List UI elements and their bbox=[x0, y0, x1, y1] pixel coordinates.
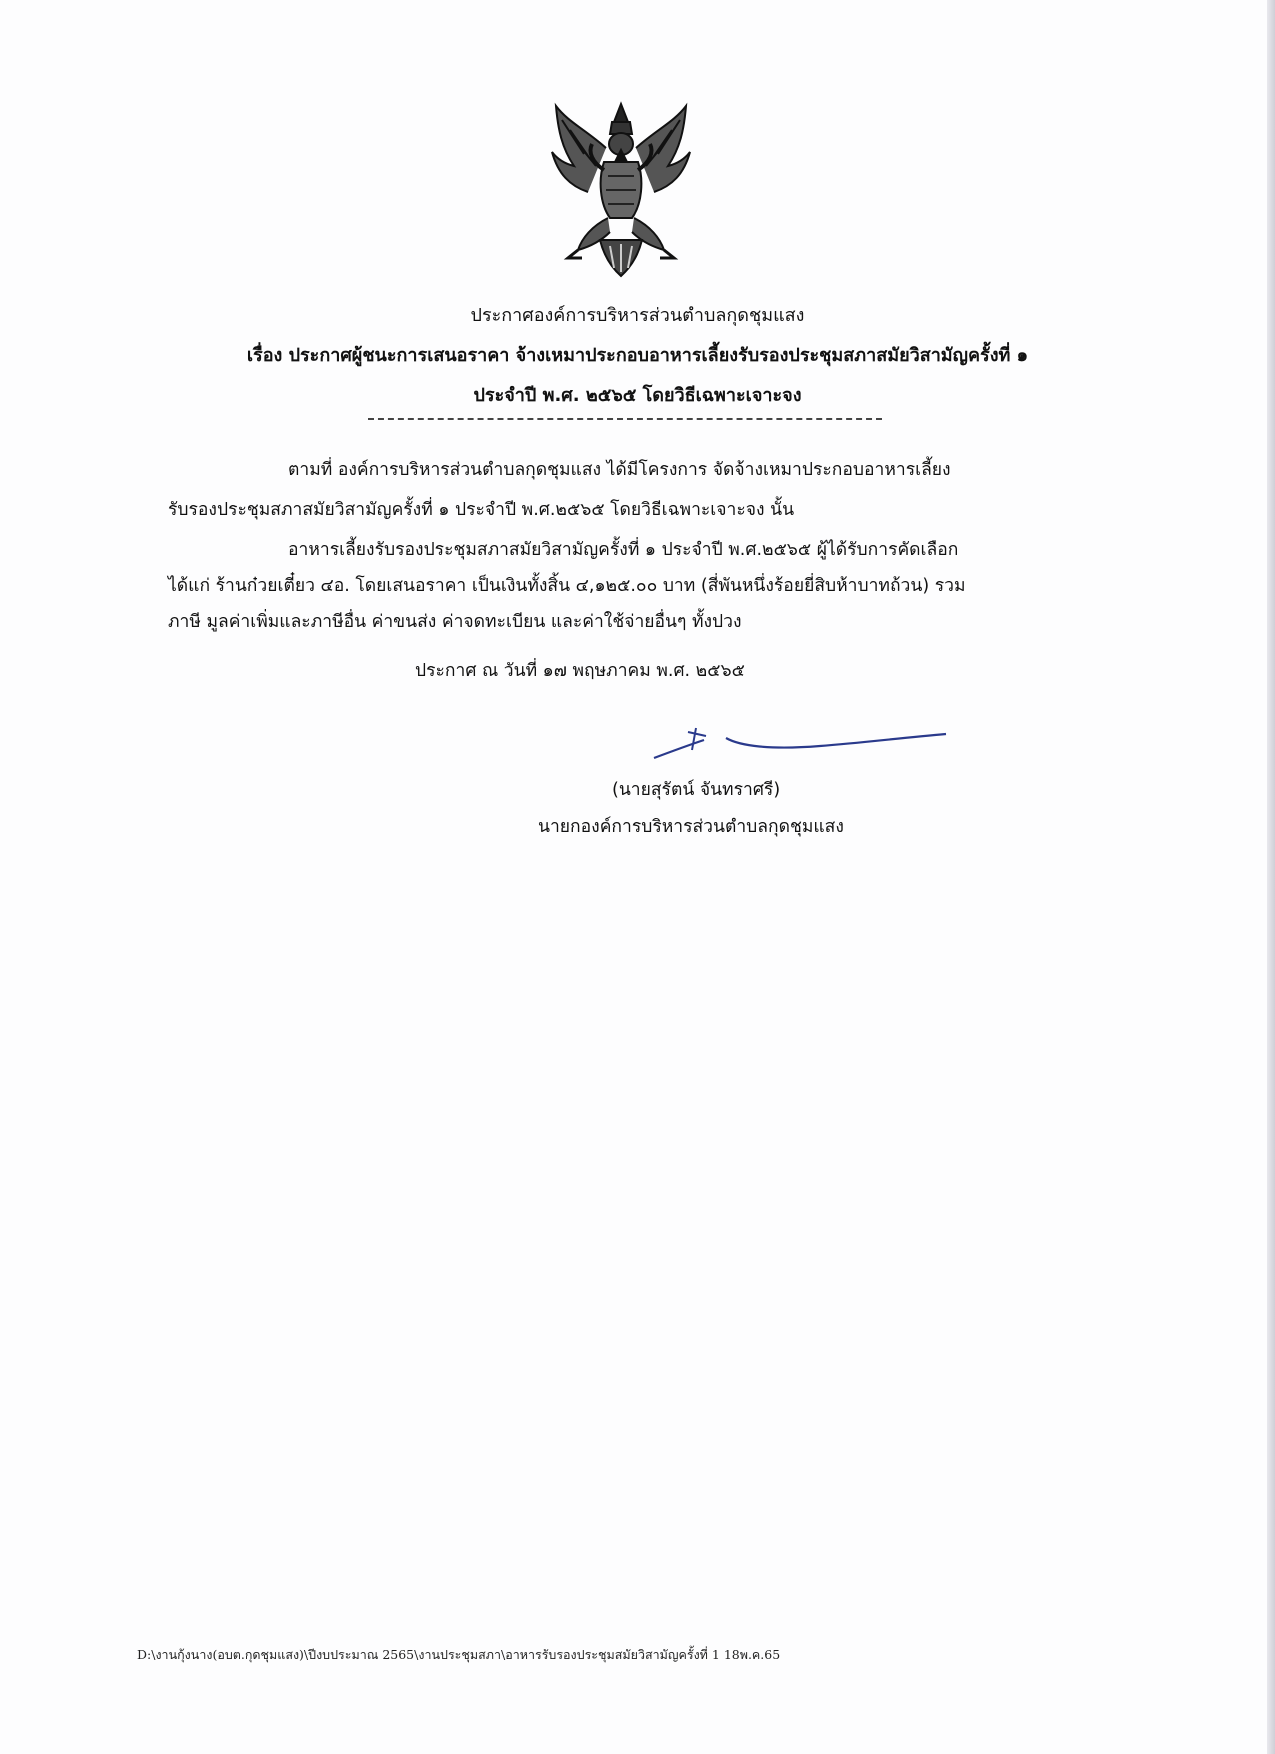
announcement-date: ประกาศ ณ วันที่ ๑๗ พฤษภาคม พ.ศ. ๒๕๖๕ bbox=[415, 661, 745, 681]
announcement-subject-year: ประจำปี พ.ศ. ๒๕๖๕ โดยวิธีเฉพาะเจาะจง bbox=[473, 385, 802, 406]
file-path-footer: D:\งานกุ้งนาง(อบต.กุดชุมแสง)\ปีงบประมาณ 2565\งานประชุมสภา\อาหารรับรองประชุมสมัยวิสามัญครั้งที่ 1 18พ.ค.65 bbox=[137, 1647, 781, 1662]
paragraph-1-line-2: รับรองประชุมสภาสมัยวิสามัญครั้งที่ ๑ ประจำปี พ.ศ.๒๕๖๕ โดยวิธีเฉพาะเจาะจง นั้น bbox=[168, 500, 795, 520]
paragraph-2-line-2: ได้แก่ ร้านก๋วยเตี๋ยว ๔อ. โดยเสนอราคา เป็นเงินทั้งสิ้น ๔,๑๒๕.๐๐ บาท (สี่พันหนึ่งร้อยยี่สิบห้าบาทถ้วน) รวม bbox=[168, 576, 966, 596]
announcement-header: ประกาศองค์การบริหารส่วนตำบลกุดชุมแสง bbox=[470, 305, 805, 326]
dashed-separator bbox=[368, 418, 882, 420]
handwritten-signature bbox=[650, 724, 950, 762]
signatory-name: (นายสุรัตน์ จันทราศรี) bbox=[612, 780, 781, 800]
paragraph-2-line-3: ภาษี มูลค่าเพิ่มและภาษีอื่น ค่าขนส่ง ค่าจดทะเบียน และค่าใช้จ่ายอื่นๆ ทั้งปวง bbox=[168, 612, 742, 632]
page-edge-shadow bbox=[1267, 0, 1275, 1754]
signatory-position: นายกองค์การบริหารส่วนตำบลกุดชุมแสง bbox=[538, 817, 844, 837]
announcement-subject: เรื่อง ประกาศผู้ชนะการเสนอราคา จ้างเหมาประกอบอาหารเลี้ยงรับรองประชุมสภาสมัยวิสามัญครั้งที่ ๑ bbox=[246, 345, 1029, 366]
paragraph-1-line-1: ตามที่ องค์การบริหารส่วนตำบลกุดชุมแสง ได้มีโครงการ จัดจ้างเหมาประกอบอาหารเลี้ยง bbox=[288, 460, 951, 480]
garuda-emblem-icon bbox=[548, 100, 694, 280]
paragraph-2-line-1: อาหารเลี้ยงรับรองประชุมสภาสมัยวิสามัญครั้งที่ ๑ ประจำปี พ.ศ.๒๕๖๕ ผู้ได้รับการคัดเลือก bbox=[288, 540, 959, 560]
